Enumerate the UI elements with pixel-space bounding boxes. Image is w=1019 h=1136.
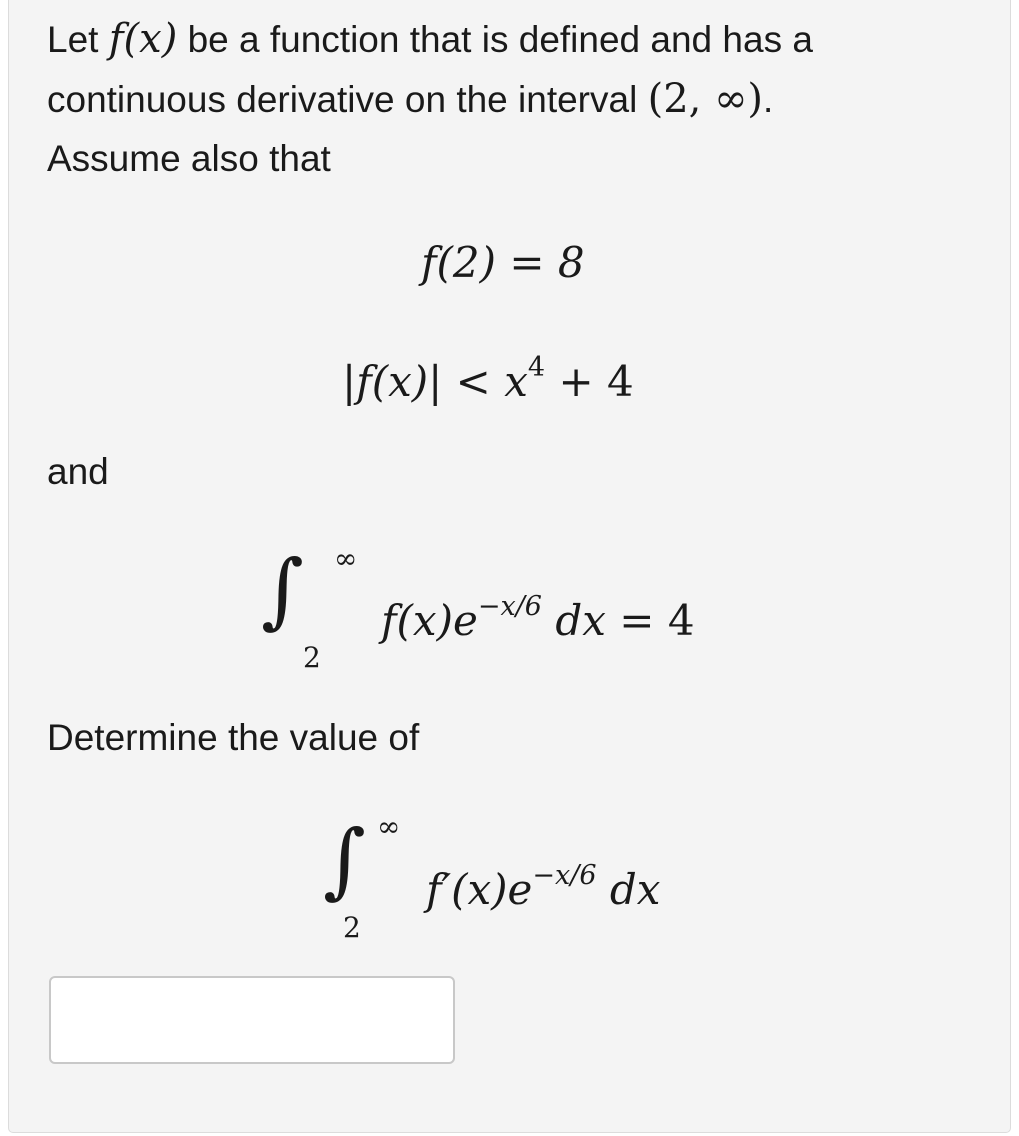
integral-1-integrand: f(x)e [381, 596, 478, 645]
integral-1-exponent: −x/6 [477, 591, 542, 622]
assume-text: Assume also that [47, 138, 331, 179]
interval: (2, ∞) [647, 76, 764, 122]
intro-line-2 [47, 77, 773, 122]
intro-line-3 [47, 137, 331, 181]
and-label: and [47, 451, 109, 492]
determine-label: Determine the value of [47, 717, 420, 758]
equation-bound-rhs: + 4 [558, 357, 634, 406]
intro-prefix: Let [47, 19, 99, 60]
integral-2-upper: ∞ [377, 810, 401, 843]
integral-1-upper: ∞ [334, 542, 358, 575]
integral-2-lower: 2 [343, 911, 361, 944]
question-panel [8, 0, 1011, 1133]
equation-f2-text: f(2) = 8 [421, 238, 585, 287]
answer-input[interactable] [49, 976, 455, 1064]
integral-1-body [381, 583, 695, 645]
integral-1-rhs: = 4 [619, 596, 695, 645]
integral-2-body [426, 852, 660, 914]
integral-1-sign: ∫ [261, 543, 304, 638]
and-text [47, 450, 109, 494]
integral-2-sign: ∫ [323, 813, 366, 908]
intro-function: f(x) [108, 16, 178, 62]
integral-2-integrand: f′(x)e [426, 865, 533, 914]
determine-text [47, 716, 419, 760]
intro-line-2-end: . [763, 79, 774, 120]
intro-suffix: be a function that is defined and has a [187, 19, 813, 60]
integral-2-differential: dx [609, 865, 661, 914]
intro-line-1 [47, 17, 813, 62]
equation-bound-exponent: 4 [527, 352, 546, 383]
integral-2-exponent: −x/6 [532, 860, 597, 891]
equation-bound-lhs: |f(x)| < x [342, 357, 528, 406]
equation-bound [342, 344, 634, 406]
equation-f2 [421, 239, 585, 287]
intro-line-2-text: continuous derivative on the interval [47, 79, 638, 120]
integral-1-lower: 2 [303, 641, 321, 674]
integral-1-differential: dx [555, 596, 606, 645]
